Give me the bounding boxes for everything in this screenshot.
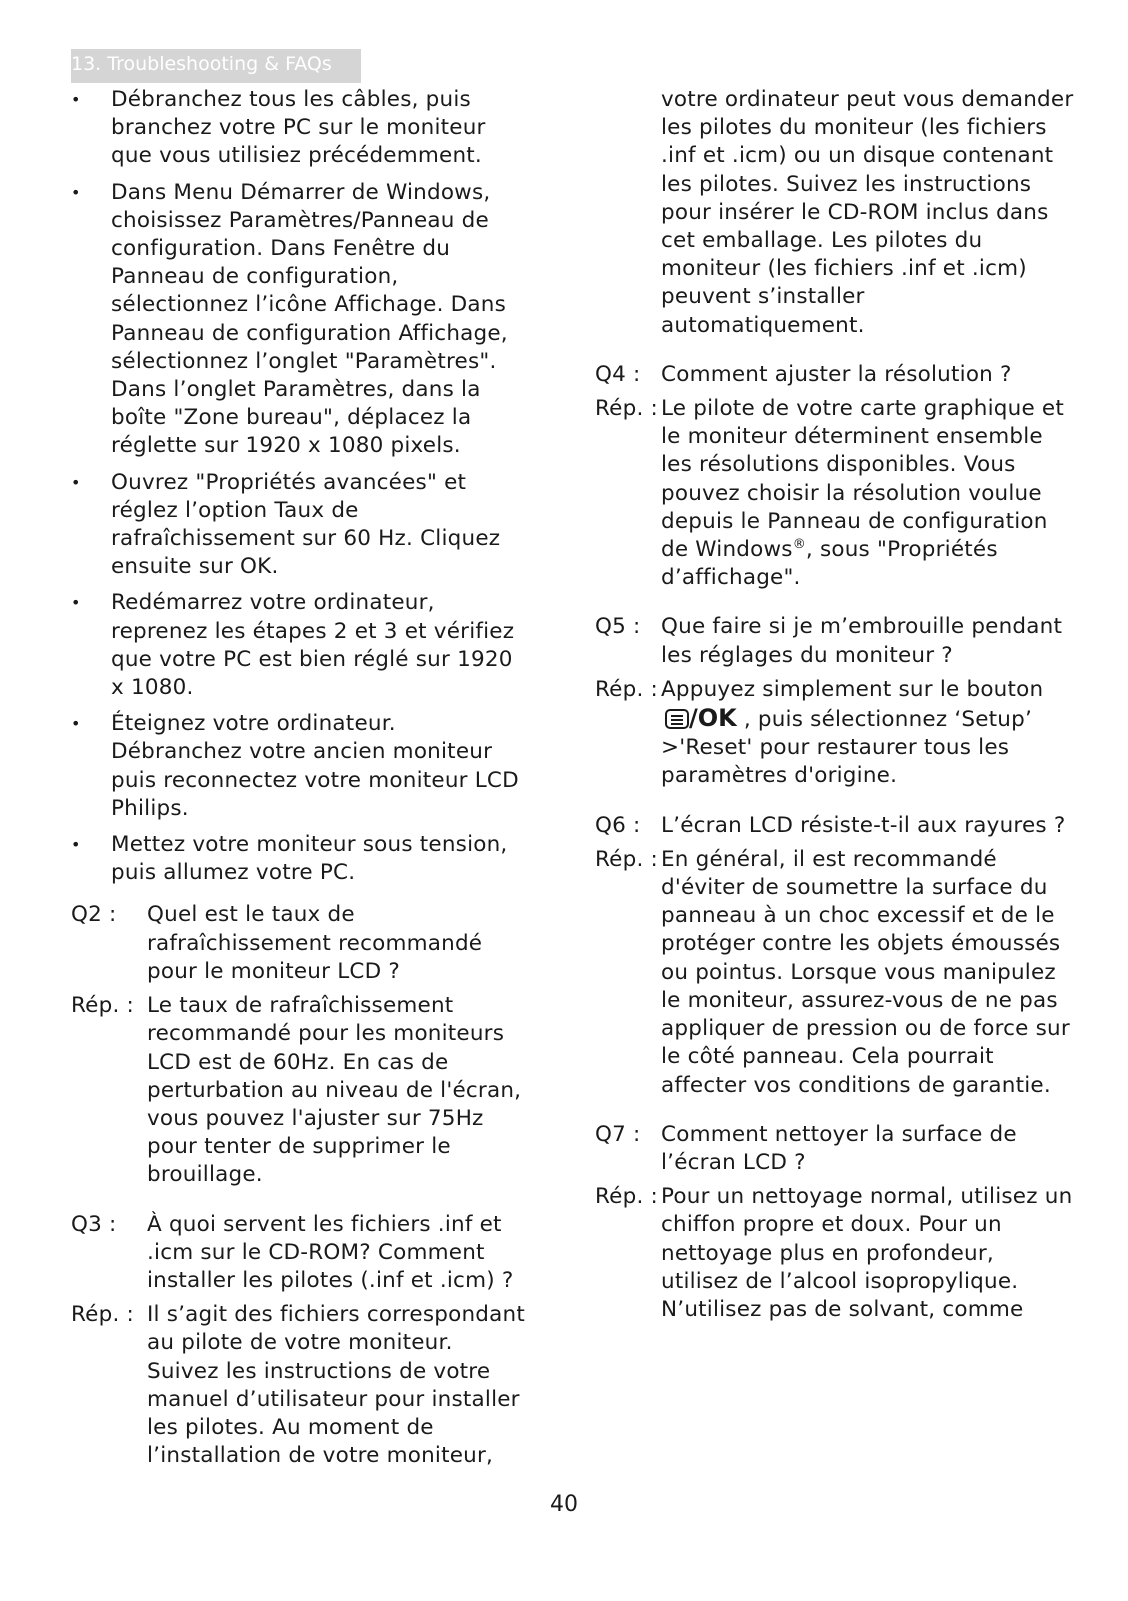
ok-symbol: /OK bbox=[689, 704, 737, 733]
answer-text bbox=[661, 676, 1075, 791]
section-title: 13. Troubleshooting & FAQs bbox=[71, 53, 332, 75]
bullet-dot: • bbox=[71, 835, 81, 855]
question-text: Comment nettoyer la surface de l’écran LCD ? bbox=[661, 1121, 1017, 1175]
list-item bbox=[71, 831, 531, 887]
bullet-text: Éteignez votre ordinateur. Débranchez votre ancien moniteur puis reconnectez votre moniteur LCD Philips. bbox=[111, 711, 519, 821]
answer-q5 bbox=[595, 676, 1075, 791]
answer-q6 bbox=[595, 846, 1075, 1100]
answer-text-part: Le pilote de votre carte graphique et le moniteur déterminent ensemble les résolutions disponibles. Vous pouvez choisir la résolution voulue depuis le Panneau de configuration de Windows bbox=[661, 396, 1064, 563]
answer-text: En général, il est recommandé d'éviter de soumettre la surface du panneau à un choc excessif et de le protéger contre les objets émoussés ou pointus. Lorsque vous manipulez le moniteur, assurez-vous de ne pas appliquer de pression ou de force sur le côté panneau. Cela pourrait affecter vos conditions de garantie. bbox=[661, 846, 1070, 1098]
question-text: Quel est le taux de rafraîchissement recommandé pour le moniteur LCD ? bbox=[147, 902, 483, 984]
bullet-dot: • bbox=[71, 593, 81, 613]
bullet-dot: • bbox=[71, 90, 81, 109]
bullet-text: Mettez votre moniteur sous tension, puis allumez votre PC. bbox=[111, 832, 508, 886]
answer-q4 bbox=[595, 395, 1075, 592]
question-text: Que faire si je m’embrouille pendant les réglages du moniteur ? bbox=[661, 614, 1063, 668]
answer-q7 bbox=[595, 1183, 1075, 1324]
bullet-dot: • bbox=[71, 714, 81, 734]
question-q4 bbox=[595, 361, 1075, 389]
question-q3 bbox=[71, 1211, 531, 1296]
question-text: Comment ajuster la résolution ? bbox=[661, 361, 1012, 387]
answer-q3-continued: votre ordinateur peut vous demander les pilotes du moniteur (les fichiers .inf et .icm) ou un disque contenant les pilotes. Suivez les instructions pour insérer le CD-ROM inclus dans cet emballage. Les pilotes du moniteur (les fichiers .inf et .icm) peuvent s’installer automatiquement. bbox=[661, 87, 1074, 338]
answer-text: Pour un nettoyage normal, utilisez un chiffon propre et doux. Pour un nettoyage plus en profondeur, utilisez de l’alcool isopropylique. N’utilisez pas de solvant, comme bbox=[661, 1184, 1073, 1322]
answer-label: Rép. : bbox=[595, 846, 658, 872]
question-label: Q6 : bbox=[595, 812, 641, 838]
bullet-text: Redémarrez votre ordinateur, reprenez les étapes 2 et 3 et vérifiez que votre PC est bien réglé sur 1920 x 1080. bbox=[111, 590, 515, 701]
answer-text bbox=[661, 395, 1075, 592]
answer-label: Rép. : bbox=[595, 396, 658, 422]
section-tab bbox=[71, 49, 361, 83]
list-item bbox=[71, 179, 531, 461]
answer-label: Rép. : bbox=[71, 1302, 134, 1328]
answer-text: Le taux de rafraîchissement recommandé pour les moniteurs LCD est de 60Hz. En cas de perturbation au niveau de l'écran, vous pouvez l'ajuster sur 75Hz pour tenter de supprimer le brouillage. bbox=[147, 993, 522, 1188]
question-q5 bbox=[595, 613, 1075, 669]
question-label: Q2 : bbox=[71, 902, 117, 928]
bullet-dot: • bbox=[71, 182, 81, 202]
registered-mark: ® bbox=[792, 536, 806, 552]
list-item bbox=[71, 469, 531, 582]
bullet-dot: • bbox=[71, 472, 81, 492]
list-item bbox=[71, 710, 531, 823]
answer-text: Il s’agit des fichiers correspondant au pilote de votre moniteur. Suivez les instructions de votre manuel d’utilisateur pour installer les pilotes. Au moment de l’installation de votre moniteur, bbox=[147, 1302, 525, 1469]
list-item bbox=[71, 86, 531, 171]
bullet-text: Débranchez tous les câbles, puis branchez votre PC sur le moniteur que vous utilisiez précédemment. bbox=[111, 87, 486, 169]
question-text: L’écran LCD résiste-t-il aux rayures ? bbox=[661, 812, 1066, 838]
question-q2 bbox=[71, 901, 531, 986]
list-item bbox=[71, 589, 531, 702]
answer-text-part: , puis sélectionnez ‘Setup’ >'Reset' pour restaurer tous les paramètres d'origine. bbox=[661, 707, 1033, 789]
question-label: Q3 : bbox=[71, 1211, 117, 1237]
answer-q3 bbox=[71, 1301, 531, 1470]
question-label: Q7 : bbox=[595, 1121, 641, 1147]
menu-button-icon bbox=[665, 709, 689, 729]
answer-label: Rép. : bbox=[595, 1184, 658, 1210]
question-text: À quoi servent les fichiers .inf et .icm sur le CD-ROM? Comment installer les pilotes (.inf et .icm) ? bbox=[147, 1211, 514, 1293]
question-q7 bbox=[595, 1121, 1075, 1177]
left-column bbox=[71, 86, 531, 1470]
answer-label: Rép. : bbox=[71, 993, 134, 1019]
question-label: Q4 : bbox=[595, 361, 641, 387]
right-column bbox=[595, 86, 1075, 1324]
answer-text-part: Appuyez simplement sur le bouton bbox=[661, 676, 1044, 702]
page-number: 40 bbox=[550, 1492, 578, 1517]
question-q6 bbox=[595, 812, 1075, 840]
answer-text-part: , sous "Propriétés d’affichage". bbox=[661, 537, 998, 591]
answer-label: Rép. : bbox=[595, 676, 658, 702]
question-label: Q5 : bbox=[595, 614, 641, 640]
bullet-text: Ouvrez "Propriétés avancées" et réglez l’option Taux de rafraîchissement sur 60 Hz. Cliquez ensuite sur OK. bbox=[111, 469, 501, 580]
answer-q2 bbox=[71, 992, 531, 1189]
bullet-text: Dans Menu Démarrer de Windows, choisissez Paramètres/Panneau de configuration. Dans Fenêtre du Panneau de configuration, sélectionnez l’icône Affichage. Dans Panneau de configuration Affichage, sélectionnez l’onglet "Paramètres". Dans l’onglet Paramètres, dans la boîte "Zone bureau", déplacez la réglette sur 1920 x 1080 pixels. bbox=[111, 179, 508, 459]
